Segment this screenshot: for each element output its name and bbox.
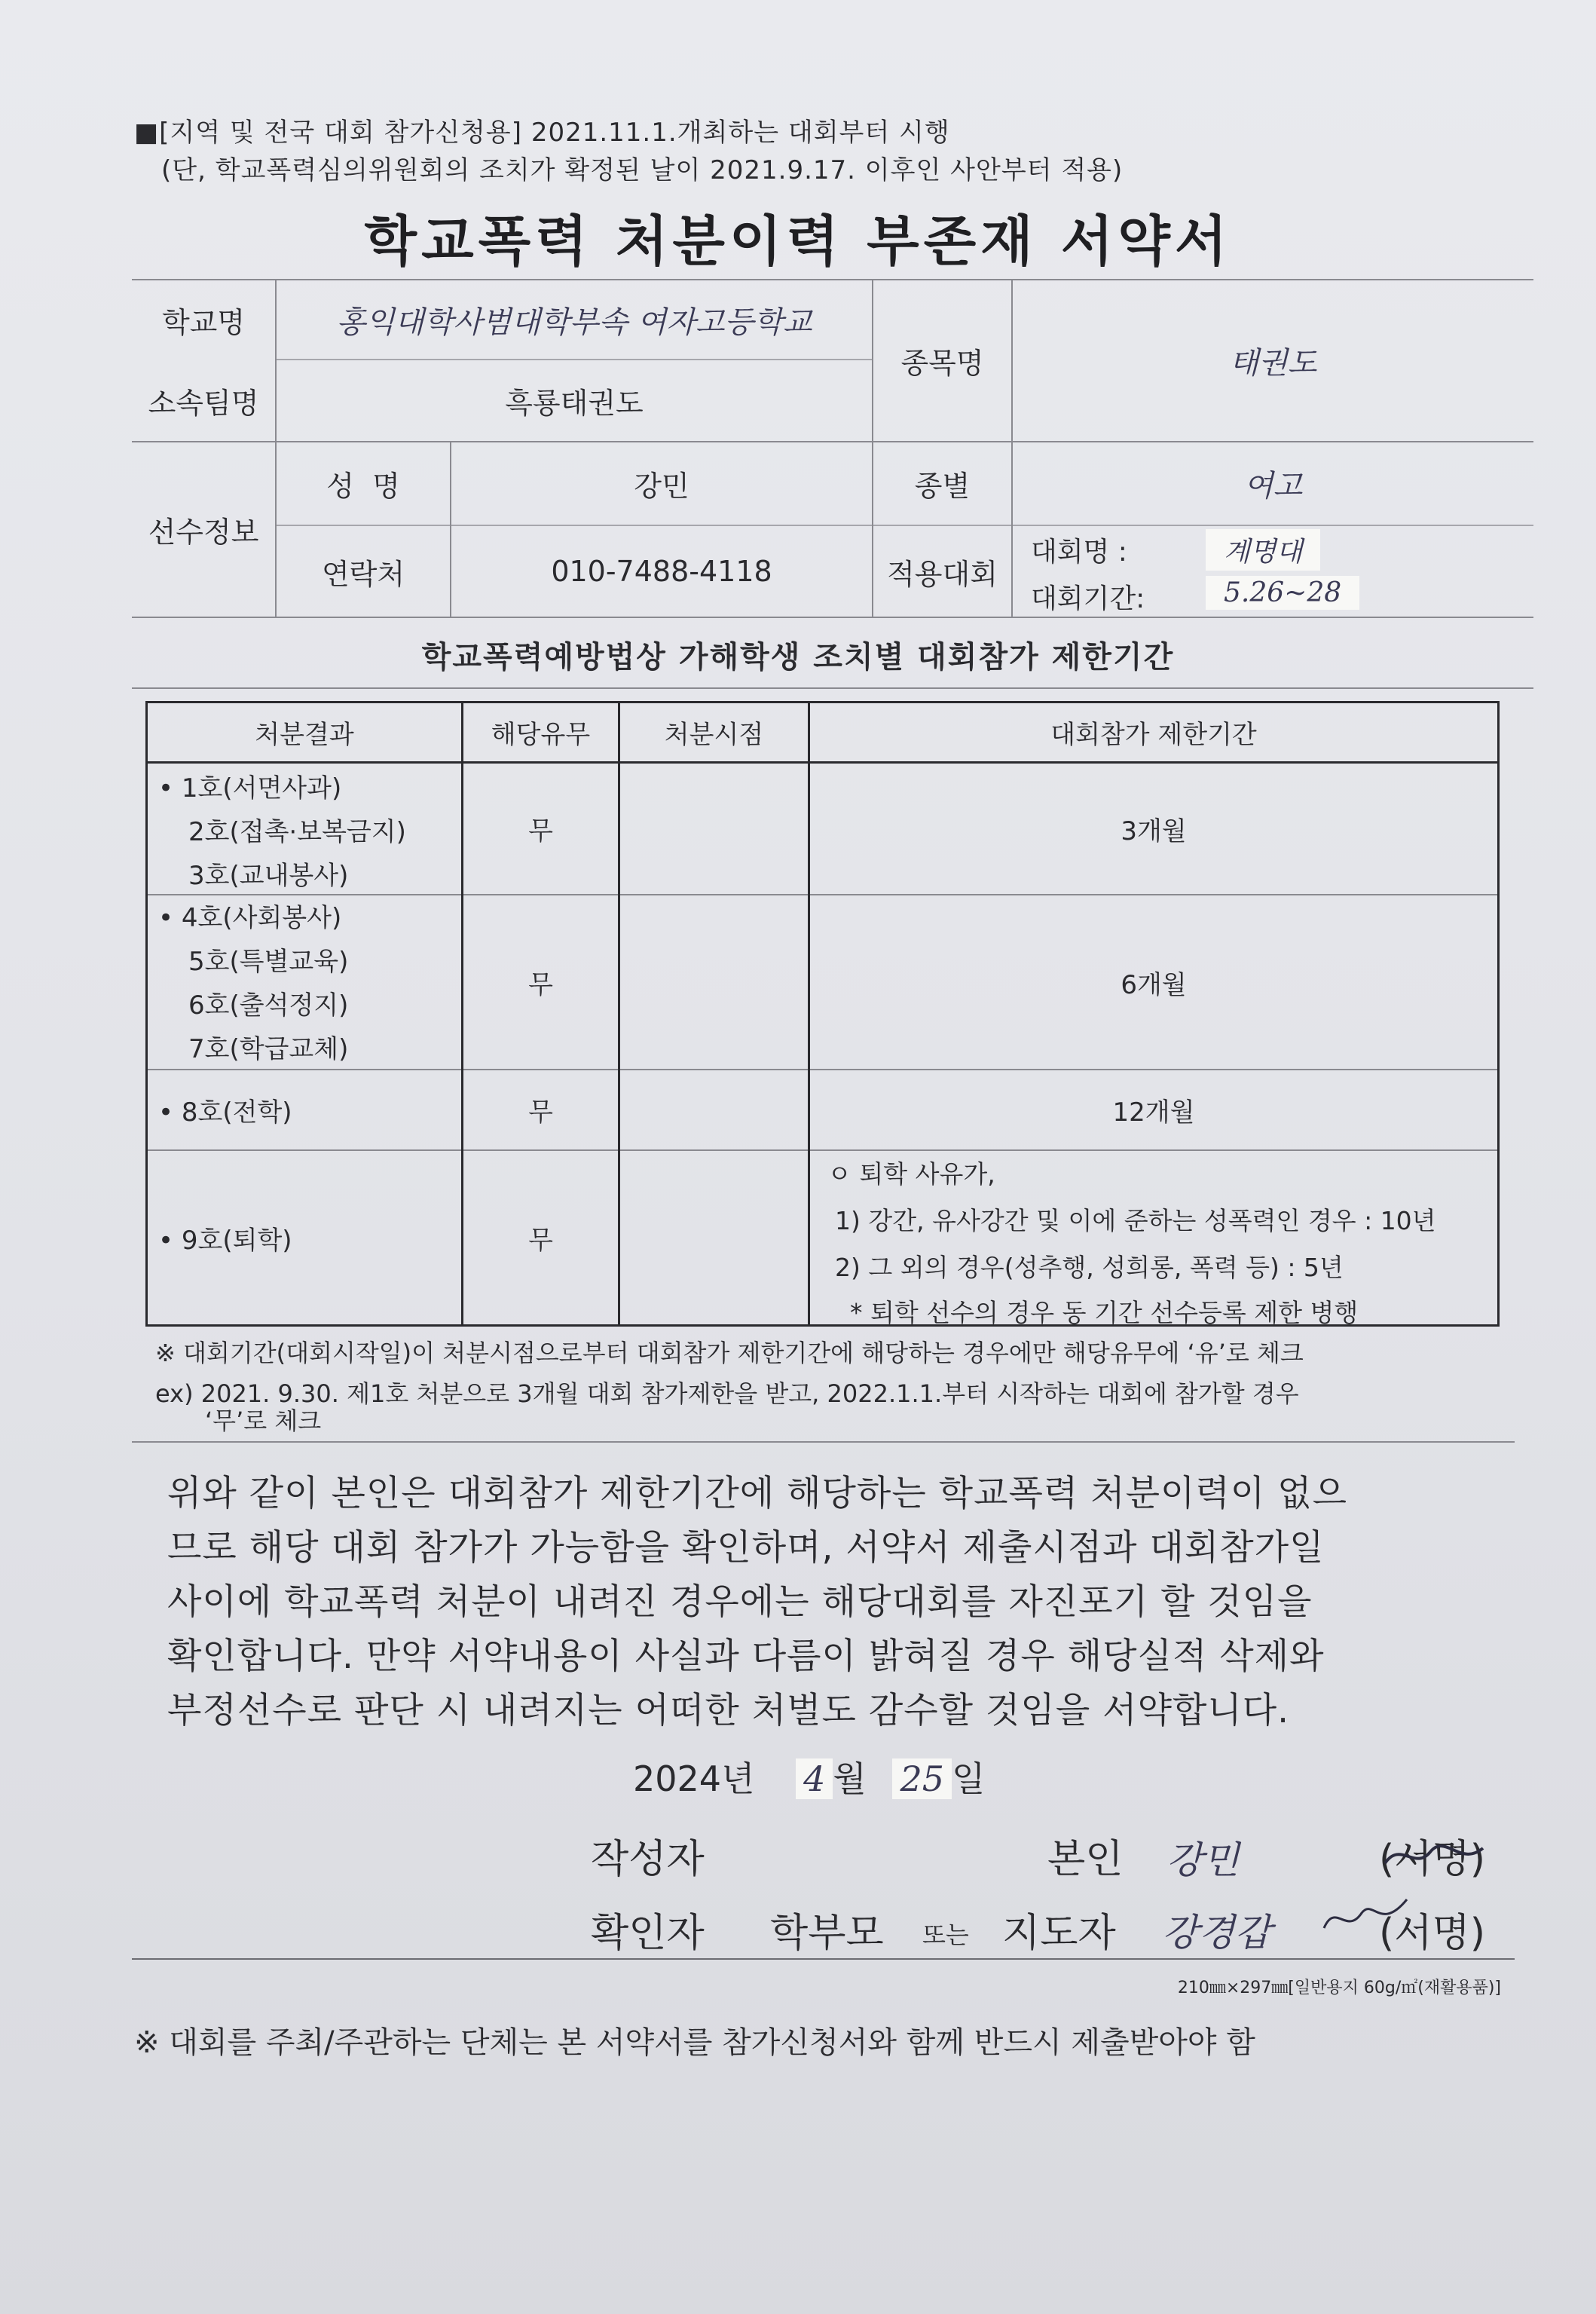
restriction-subtitle: 학교폭력예방법상 가해학생 조치별 대회참가 제한기간	[421, 640, 1175, 675]
competition-name-value: 계명대	[1206, 529, 1320, 571]
parent-label: 학부모	[770, 1911, 884, 1956]
bottom-rule	[132, 1958, 1515, 1960]
header-applicable: 해당유무	[491, 720, 591, 750]
row2-applicable: 무	[528, 969, 553, 1000]
coach-label: 지도자	[1002, 1911, 1116, 1956]
pledge-line: 사이에 학교폭력 처분이 내려진 경우에는 해당대회를 자진포기 할 것임을	[167, 1581, 1313, 1623]
self-seal: (서명)	[1379, 1837, 1486, 1882]
subtitle-underline	[132, 687, 1533, 689]
info-bottom-border	[132, 617, 1533, 618]
table-row-divider	[145, 1149, 1500, 1151]
school-value: 홍익대학사범대학부속 여자고등학교	[336, 305, 812, 340]
coach-name: 강경갑	[1162, 1911, 1271, 1954]
row1-date	[620, 764, 808, 894]
row3-applicable: 무	[528, 1097, 553, 1128]
date-day-value: 25	[892, 1758, 952, 1799]
row3-item: • 8호(전학)	[158, 1097, 292, 1128]
competition-name-label: 대회명 :	[1031, 537, 1127, 568]
applied-competition-label: 적용대회	[887, 557, 998, 591]
row1-applicable: 무	[528, 816, 553, 846]
self-name: 강민	[1166, 1838, 1240, 1882]
paper-spec: 210㎜×297㎜[일반용지 60g/㎡(재활용품)]	[1177, 1979, 1501, 1997]
row2-item: 7호(학급교체)	[188, 1034, 349, 1064]
gender-value: 여고	[1243, 469, 1303, 504]
row4-item: • 9호(퇴학)	[158, 1226, 292, 1256]
row2-item: • 4호(사회봉사)	[158, 903, 342, 933]
contact-label: 연락처	[321, 557, 405, 591]
header-restriction-period: 대회참가 제한기간	[1050, 720, 1257, 750]
row4-date	[620, 1151, 808, 1324]
team-label: 소속팀명	[148, 387, 259, 420]
example-line: ‘무’로 체크	[205, 1406, 322, 1435]
row4-limit-line: * 퇴학 선수의 경우 동 기간 선수등록 제한 병행	[850, 1298, 1359, 1327]
table-border	[1497, 701, 1500, 1327]
writer-label: 작성자	[591, 1837, 705, 1882]
row2-item: 5호(특별교육)	[188, 947, 349, 977]
row4-limit-line: ㅇ 퇴학 사유가,	[827, 1159, 995, 1189]
pledge-line: 위와 같이 본인은 대회참가 제한기간에 해당하는 학교폭력 처분이력이 없으	[167, 1473, 1347, 1514]
signature-scribble	[1377, 1833, 1491, 1878]
section-divider	[132, 1441, 1515, 1443]
contact-value: 010-7488-4118	[551, 555, 772, 588]
competition-period-label: 대회기간:	[1031, 583, 1145, 614]
gender-label: 종별	[914, 470, 971, 503]
row2-item: 6호(출석정지)	[188, 990, 349, 1021]
row1-limit: 3개월	[1121, 816, 1187, 846]
row4-limit-line: 1) 강간, 유사강간 및 이에 준하는 성폭력인 경우 : 10년	[835, 1206, 1436, 1235]
pledge-line: 확인합니다. 만약 서약내용이 사실과 다름이 밝혀질 경우 해당실적 삭제와	[167, 1636, 1325, 1677]
confirmer-label: 확인자	[591, 1911, 705, 1956]
sport-label: 종목명	[900, 347, 984, 380]
notice-line-2: (단, 학교폭력심의위원회의 조치가 확정된 날이 2021.9.17. 이후인 사안부터 적용)	[161, 155, 1124, 185]
header-disposition: 처분결과	[255, 720, 354, 750]
sport-value: 태권도	[1229, 346, 1317, 381]
row3-limit: 12개월	[1112, 1097, 1195, 1128]
table-border	[145, 701, 148, 1327]
notice-line-1: ■[지역 및 전국 대회 참가신청용] 2021.11.1.개최하는 대회부터 시행	[134, 118, 950, 148]
row2-date	[620, 895, 808, 1069]
pledge-line: 부정선수로 판단 시 내려지는 어떠한 처벌도 감수할 것임을 서약합니다.	[167, 1690, 1290, 1731]
or-label: 또는	[922, 1921, 969, 1949]
date-day-label: 일	[952, 1758, 986, 1799]
date-month-label: 월	[833, 1758, 867, 1799]
pledge-line: 므로 해당 대회 참가가 가능함을 확인하며, 서약서 제출시점과 대회참가일	[167, 1527, 1325, 1569]
self-label: 본인	[1047, 1837, 1124, 1882]
header-disposition-date: 처분시점	[664, 720, 764, 750]
name-label: 성 명	[326, 470, 400, 503]
row2-limit: 6개월	[1121, 969, 1187, 1000]
date-year: 2024년	[633, 1758, 755, 1799]
page-title: 학교폭력 처분이력 부존재 서약서	[364, 210, 1232, 273]
row1-item: 2호(접촉·보복금지)	[188, 817, 406, 847]
row1-item: • 1호(서면사과)	[158, 773, 342, 803]
row4-limit-line: 2) 그 외의 경우(성추행, 성희롱, 폭력 등) : 5년	[835, 1253, 1344, 1282]
date-month-value: 4	[796, 1758, 833, 1799]
team-value: 흑룡태권도	[505, 387, 644, 420]
row4-applicable: 무	[528, 1225, 553, 1256]
player-info-label: 선수정보	[148, 516, 259, 549]
school-label: 학교명	[161, 305, 246, 339]
competition-period-value: 5.26~28	[1206, 576, 1359, 610]
date-line	[633, 1752, 985, 1801]
name-value: 강민	[634, 470, 689, 503]
example-line: ex) 2021. 9.30. 제1호 처분으로 3개월 대회 참가제한을 받고, 2022.1.1.부터 시작하는 대회에 참가할 경우	[155, 1379, 1299, 1408]
final-note: ※ 대회를 주최/주관하는 단체는 본 서약서를 참가신청서와 함께 반드시 제출받아야 함	[134, 2025, 1255, 2060]
row1-item: 3호(교내봉사)	[188, 861, 349, 891]
row3-date	[620, 1070, 808, 1149]
coach-seal: (서명)	[1379, 1911, 1486, 1956]
footnote: ※ 대회기간(대회시작일)이 처분시점으로부터 대회참가 제한기간에 해당하는 경우에만 해당유무에 ‘유’로 체크	[155, 1339, 1304, 1367]
